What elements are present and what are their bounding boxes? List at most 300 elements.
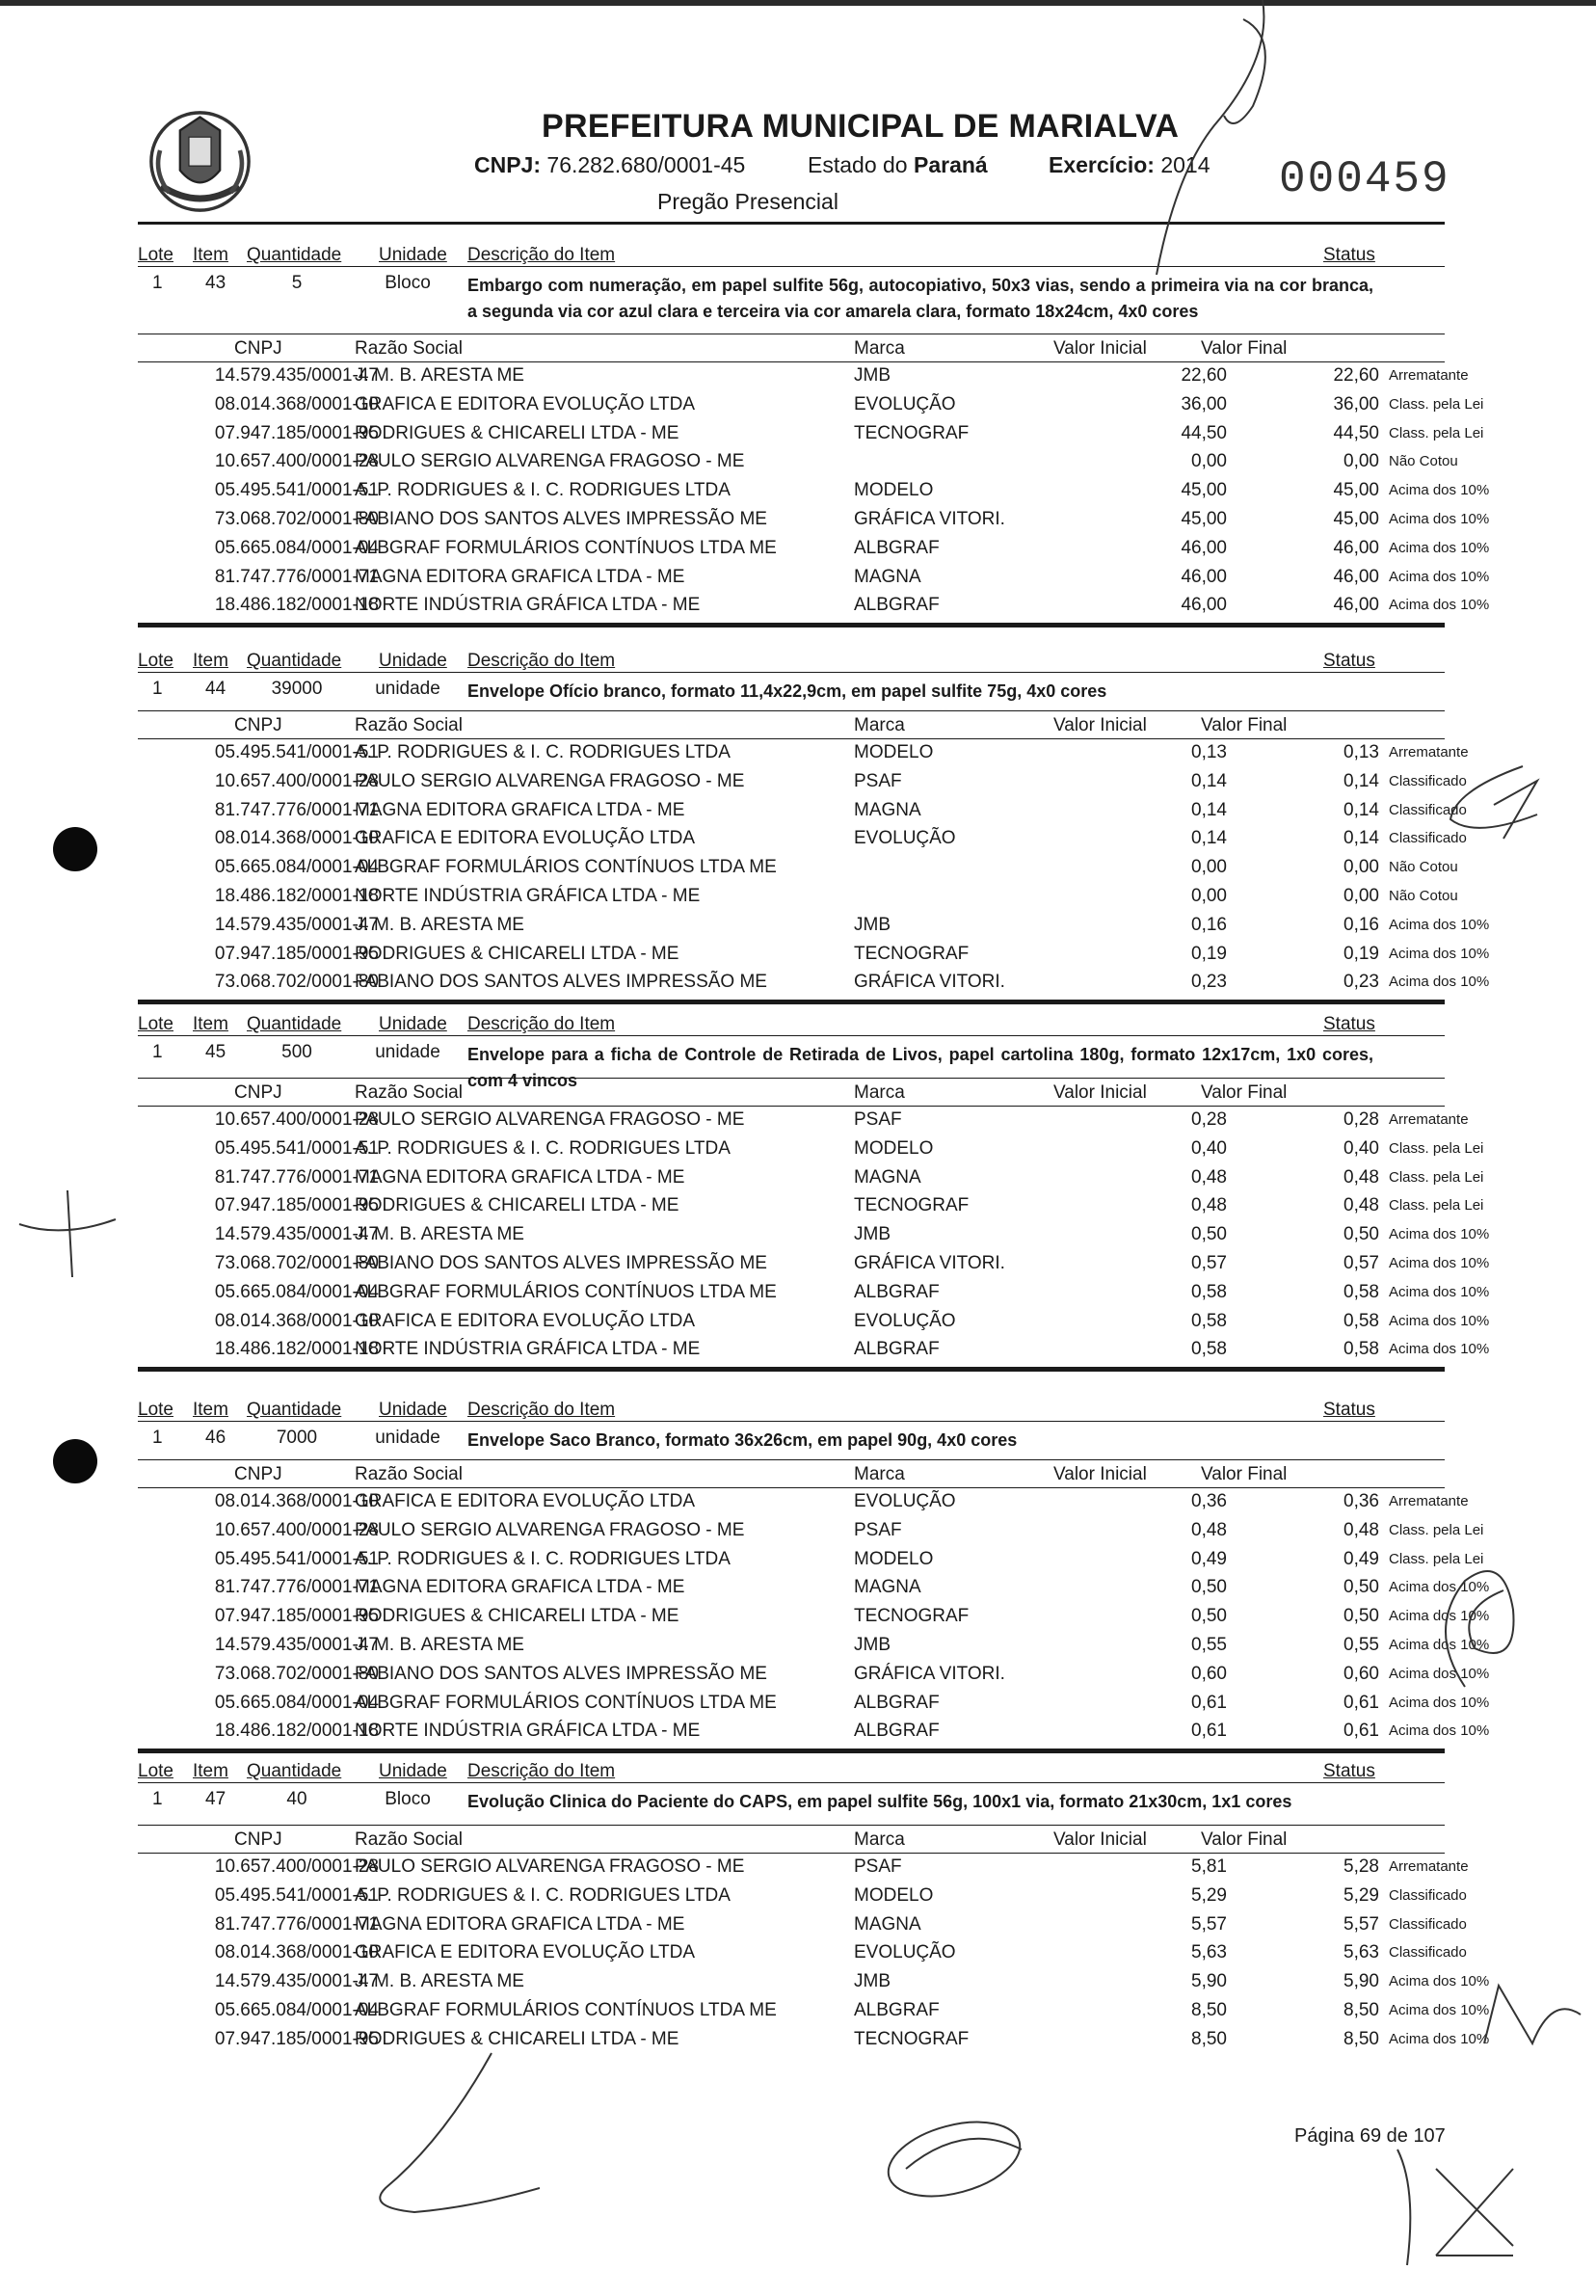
item-unit: unidade — [375, 1428, 440, 1448]
bids-table — [138, 737, 1490, 996]
bid-valor-final: 0,14 — [1343, 770, 1379, 791]
bids-header-label: CNPJ — [234, 1829, 282, 1850]
bid-cnpj: 05.665.084/0001-04 — [214, 537, 379, 558]
table-row — [138, 1248, 1490, 1277]
bid-valor-inicial: 46,00 — [1181, 595, 1227, 616]
bid-status: Arrematante — [1389, 1111, 1469, 1128]
bid-marca: MAGNA — [854, 1577, 921, 1598]
table-row — [138, 1544, 1484, 1573]
bid-razao-social: A. P. RODRIGUES & I. C. RODRIGUES LTDA — [355, 1137, 731, 1159]
bid-valor-final: 0,14 — [1343, 799, 1379, 820]
bids-header-label: Valor Final — [1201, 715, 1288, 735]
bid-cnpj: 08.014.368/0001-10 — [214, 1942, 379, 1963]
bid-status: Acima dos 10% — [1389, 945, 1490, 962]
bid-valor-final: 0,50 — [1343, 1224, 1379, 1245]
bids-header — [138, 710, 1445, 739]
bid-valor-final: 0,00 — [1343, 451, 1379, 472]
bid-razao-social: RODRIGUES & CHICARELI LTDA - ME — [355, 1195, 679, 1216]
exercicio-label: Exercício: — [1049, 152, 1155, 177]
bid-cnpj: 18.486.182/0001-18 — [214, 595, 379, 616]
table-row — [138, 533, 1490, 562]
bid-valor-final: 0,61 — [1343, 1721, 1379, 1742]
item-description: Envelope Ofício branco, formato 11,4x22,9cm, em papel sulfite 75g, 4x0 cores — [467, 681, 1107, 701]
item-quantity: 7000 — [276, 1428, 318, 1448]
bids-table — [138, 1105, 1490, 1363]
bid-valor-inicial: 0,58 — [1191, 1281, 1227, 1302]
bid-valor-final: 0,50 — [1343, 1577, 1379, 1598]
bids-header-label: Marca — [854, 715, 905, 735]
bid-status: Acima dos 10% — [1389, 974, 1490, 991]
item-quantity: 500 — [281, 1042, 312, 1062]
bid-cnpj: 05.495.541/0001-51 — [214, 1137, 379, 1159]
bid-razao-social: RODRIGUES & CHICARELI LTDA - ME — [355, 2028, 679, 2049]
bid-valor-final: 0,48 — [1343, 1195, 1379, 1216]
municipal-crest-icon — [145, 106, 255, 217]
bid-marca: GRÁFICA VITORI. — [854, 972, 1005, 993]
table-row — [138, 939, 1490, 968]
bid-valor-inicial: 22,60 — [1181, 365, 1227, 386]
bids-header-label: CNPJ — [234, 715, 282, 735]
bids-header — [138, 1825, 1445, 1854]
estado-label: Estado do — [808, 152, 908, 177]
signature-top-icon — [1137, 0, 1282, 280]
bid-razao-social: ALBGRAF FORMULÁRIOS CONTÍNUOS LTDA ME — [355, 1281, 777, 1302]
lote-header-label: Descrição do Item — [467, 651, 616, 671]
loop-mark-icon — [1426, 1552, 1532, 1696]
punch-hole-icon — [53, 1439, 97, 1483]
bid-marca: ALBGRAF — [854, 1339, 940, 1360]
bid-razao-social: J. M. B. ARESTA ME — [355, 1634, 524, 1655]
table-row — [138, 967, 1490, 996]
bid-valor-final: 0,58 — [1343, 1339, 1379, 1360]
lote-header-label: Quantidade — [247, 651, 342, 671]
bid-razao-social: NORTE INDÚSTRIA GRÁFICA LTDA - ME — [355, 595, 701, 616]
bid-valor-final: 0,61 — [1343, 1692, 1379, 1713]
table-row — [138, 1486, 1469, 1515]
bid-cnpj: 14.579.435/0001-47 — [214, 365, 379, 386]
bid-status: Arrematante — [1389, 1493, 1469, 1509]
bid-razao-social: A. P. RODRIGUES & I. C. RODRIGUES LTDA — [355, 480, 731, 501]
lote-header-label: Quantidade — [247, 245, 342, 265]
bid-marca: TECNOGRAF — [854, 943, 970, 964]
bid-razao-social: J. M. B. ARESTA ME — [355, 1971, 524, 1992]
bid-valor-inicial: 5,29 — [1191, 1884, 1227, 1906]
bid-valor-inicial: 0,19 — [1191, 943, 1227, 964]
bid-valor-final: 0,00 — [1343, 857, 1379, 878]
bid-cnpj: 10.657.400/0001-28 — [214, 770, 379, 791]
bids-header-label: Marca — [854, 338, 905, 359]
bid-valor-final: 0,58 — [1343, 1281, 1379, 1302]
bid-marca: EVOLUÇÃO — [854, 1491, 956, 1511]
header-cnpj — [474, 152, 745, 178]
bid-valor-final: 5,57 — [1343, 1913, 1379, 1935]
bid-valor-inicial: 0,36 — [1191, 1491, 1227, 1511]
lote-header-label: Lote — [138, 1761, 173, 1781]
bid-valor-inicial: 46,00 — [1181, 566, 1227, 587]
bid-razao-social: GRAFICA E EDITORA EVOLUÇÃO LTDA — [355, 1942, 695, 1963]
bid-razao-social: PAULO SERGIO ALVARENGA FRAGOSO - ME — [355, 1519, 745, 1540]
bid-marca: MAGNA — [854, 1166, 921, 1188]
bid-valor-inicial: 0,23 — [1191, 972, 1227, 993]
bid-cnpj: 10.657.400/0001-28 — [214, 1856, 379, 1877]
bid-valor-inicial: 5,90 — [1191, 1971, 1227, 1992]
bid-status: Arrematante — [1389, 744, 1469, 761]
table-row — [138, 389, 1484, 418]
bid-status: Não Cotou — [1389, 453, 1458, 470]
lote-number: 1 — [152, 1428, 163, 1448]
bid-marca: MAGNA — [854, 799, 921, 820]
bid-cnpj: 05.495.541/0001-51 — [214, 1548, 379, 1569]
bid-valor-final: 0,49 — [1343, 1548, 1379, 1569]
bids-header — [138, 1459, 1445, 1488]
bid-razao-social: FABIANO DOS SANTOS ALVES IMPRESSÃO ME — [355, 972, 767, 993]
bid-marca: JMB — [854, 914, 891, 935]
lote-number: 1 — [152, 679, 163, 699]
bids-header-label: Valor Inicial — [1053, 1082, 1147, 1103]
page-stamp-number: 000459 — [1279, 154, 1450, 204]
table-row — [138, 1515, 1484, 1544]
table-row — [138, 590, 1490, 619]
bids-header-label: Valor Final — [1201, 1082, 1288, 1103]
bids-header-label: Razão Social — [355, 1082, 463, 1103]
bid-valor-final: 0,23 — [1343, 972, 1379, 993]
bids-header-label: Marca — [854, 1829, 905, 1850]
bid-marca: MODELO — [854, 742, 934, 762]
bid-valor-inicial: 0,28 — [1191, 1109, 1227, 1130]
bid-marca: PSAF — [854, 770, 902, 791]
bid-status: Acima dos 10% — [1389, 568, 1490, 585]
bid-valor-final: 45,00 — [1333, 508, 1379, 529]
table-row — [138, 737, 1469, 766]
bid-marca: JMB — [854, 1224, 891, 1245]
lote-header-label: Lote — [138, 245, 173, 265]
lote-header-label: Quantidade — [247, 1014, 342, 1034]
bid-cnpj: 10.657.400/0001-28 — [214, 1109, 379, 1130]
bid-cnpj: 18.486.182/0001-18 — [214, 1339, 379, 1360]
lote-header-label: Item — [193, 1014, 228, 1034]
bid-valor-final: 0,57 — [1343, 1252, 1379, 1273]
bid-marca: ALBGRAF — [854, 1692, 940, 1713]
table-row — [138, 1334, 1490, 1363]
lote-header-label: Status — [1323, 245, 1375, 265]
bid-marca: GRÁFICA VITORI. — [854, 508, 1005, 529]
bid-razao-social: MAGNA EDITORA GRAFICA LTDA - ME — [355, 799, 685, 820]
bid-valor-inicial: 5,63 — [1191, 1942, 1227, 1963]
lote-header — [138, 1012, 1445, 1036]
lote-header-label: Quantidade — [247, 1400, 342, 1420]
table-row — [138, 1966, 1490, 1995]
bid-valor-final: 0,50 — [1343, 1606, 1379, 1627]
bid-valor-inicial: 0,48 — [1191, 1195, 1227, 1216]
item-unit: Bloco — [385, 1789, 431, 1809]
item-description: Envelope para a ficha de Controle de Retirada de Livos, papel cartolina 180g, formato 12x17cm, 1x0 cores, com 4 vincos — [467, 1045, 1373, 1090]
bids-header — [138, 1078, 1445, 1107]
bid-cnpj: 05.495.541/0001-51 — [214, 480, 379, 501]
bid-cnpj: 14.579.435/0001-47 — [214, 1634, 379, 1655]
bid-cnpj: 81.747.776/0001-71 — [214, 1913, 379, 1935]
bid-razao-social: J. M. B. ARESTA ME — [355, 914, 524, 935]
bid-status: Acima dos 10% — [1389, 2001, 1490, 2018]
lote-header-label: Unidade — [379, 1400, 447, 1420]
item-quantity: 40 — [286, 1789, 307, 1809]
bid-valor-final: 0,13 — [1343, 742, 1379, 762]
bid-marca: TECNOGRAF — [854, 1195, 970, 1216]
lote-header — [138, 1759, 1445, 1783]
table-row — [138, 1190, 1484, 1219]
bid-marca: JMB — [854, 365, 891, 386]
table-row — [138, 1219, 1490, 1248]
bid-valor-inicial: 0,50 — [1191, 1577, 1227, 1598]
bid-status: Class. pela Lei — [1389, 1521, 1484, 1538]
bids-header-label: Razão Social — [355, 1829, 463, 1850]
bid-valor-inicial: 5,57 — [1191, 1913, 1227, 1935]
bid-razao-social: MAGNA EDITORA GRAFICA LTDA - ME — [355, 1577, 685, 1598]
bid-status: Acima dos 10% — [1389, 1636, 1490, 1653]
bids-header-label: CNPJ — [234, 1082, 282, 1103]
bid-status: Class. pela Lei — [1389, 1139, 1484, 1157]
bid-valor-final: 5,28 — [1343, 1856, 1379, 1877]
bid-cnpj: 05.665.084/0001-04 — [214, 857, 379, 878]
bid-marca: MODELO — [854, 1884, 934, 1906]
lote-header-label: Descrição do Item — [467, 1761, 616, 1781]
bid-razao-social: FABIANO DOS SANTOS ALVES IMPRESSÃO ME — [355, 1663, 767, 1684]
bid-valor-final: 0,00 — [1343, 885, 1379, 906]
bid-status: Arrematante — [1389, 367, 1469, 384]
table-row — [138, 1306, 1490, 1335]
bid-valor-inicial: 45,00 — [1181, 480, 1227, 501]
lote-header-label: Unidade — [379, 1761, 447, 1781]
bid-marca: MODELO — [854, 1137, 934, 1159]
bid-marca: ALBGRAF — [854, 1999, 940, 2020]
bids-table — [138, 1852, 1490, 2053]
bid-cnpj: 14.579.435/0001-47 — [214, 1224, 379, 1245]
bid-status: Acima dos 10% — [1389, 1579, 1490, 1596]
table-row — [138, 1601, 1490, 1630]
bid-cnpj: 10.657.400/0001-28 — [214, 451, 379, 472]
bid-valor-final: 0,58 — [1343, 1310, 1379, 1331]
item-unit: unidade — [375, 1042, 440, 1062]
bid-status: Classificado — [1389, 1915, 1467, 1933]
bid-valor-final: 5,90 — [1343, 1971, 1379, 1992]
lote-number: 1 — [152, 273, 163, 293]
table-row — [138, 1630, 1490, 1659]
bid-valor-inicial: 0,60 — [1191, 1663, 1227, 1684]
lote-header — [138, 649, 1445, 673]
bid-valor-final: 46,00 — [1333, 595, 1379, 616]
bid-status: Acima dos 10% — [1389, 1973, 1490, 1990]
bid-marca: EVOLUÇÃO — [854, 828, 956, 849]
bid-cnpj: 05.665.084/0001-04 — [214, 1281, 379, 1302]
bid-valor-final: 0,55 — [1343, 1634, 1379, 1655]
bid-status: Acima dos 10% — [1389, 539, 1490, 556]
bid-cnpj: 07.947.185/0001-95 — [214, 1606, 379, 1627]
bid-cnpj: 73.068.702/0001-80 — [214, 508, 379, 529]
bid-cnpj: 05.665.084/0001-04 — [214, 1999, 379, 2020]
bid-marca: PSAF — [854, 1856, 902, 1877]
bid-valor-final: 8,50 — [1343, 1999, 1379, 2020]
item-number: 46 — [205, 1428, 226, 1448]
bid-status: Acima dos 10% — [1389, 1312, 1490, 1329]
bid-valor-inicial: 44,50 — [1181, 422, 1227, 443]
bid-cnpj: 08.014.368/0001-10 — [214, 828, 379, 849]
bid-status: Class. pela Lei — [1389, 424, 1484, 441]
bid-status: Classificado — [1389, 1944, 1467, 1962]
lote-number: 1 — [152, 1042, 163, 1062]
bid-razao-social: MAGNA EDITORA GRAFICA LTDA - ME — [355, 1913, 685, 1935]
bid-valor-inicial: 0,00 — [1191, 857, 1227, 878]
bid-marca: MODELO — [854, 480, 934, 501]
bid-status: Não Cotou — [1389, 887, 1458, 904]
bid-razao-social: PAULO SERGIO ALVARENGA FRAGOSO - ME — [355, 451, 745, 472]
bids-header-label: Valor Inicial — [1053, 338, 1147, 359]
lote-header-label: Descrição do Item — [467, 1014, 616, 1034]
item-number: 44 — [205, 679, 226, 699]
bid-valor-final: 46,00 — [1333, 537, 1379, 558]
table-row — [138, 881, 1458, 910]
initials-mark-icon — [1446, 761, 1542, 848]
item-description: Evolução Clinica do Paciente do CAPS, em papel sulfite 56g, 100x1 via, formato 21x30cm, 1x1 cores — [467, 1792, 1292, 1811]
bid-razao-social: PAULO SERGIO ALVARENGA FRAGOSO - ME — [355, 1856, 745, 1877]
bid-valor-inicial: 0,58 — [1191, 1310, 1227, 1331]
bid-valor-final: 5,29 — [1343, 1884, 1379, 1906]
bid-cnpj: 05.495.541/0001-51 — [214, 742, 379, 762]
item-description: Envelope Saco Branco, formato 36x26cm, em papel 90g, 4x0 cores — [467, 1430, 1018, 1450]
bid-cnpj: 73.068.702/0001-80 — [214, 1663, 379, 1684]
bids-header-label: Valor Inicial — [1053, 715, 1147, 735]
bid-marca: PSAF — [854, 1519, 902, 1540]
bid-marca: JMB — [854, 1634, 891, 1655]
modalidade: Pregão Presencial — [657, 189, 838, 214]
table-row — [138, 1909, 1467, 1938]
bids-table — [138, 1486, 1490, 1745]
table-row — [138, 1105, 1469, 1134]
bid-cnpj: 81.747.776/0001-71 — [214, 1166, 379, 1188]
table-row — [138, 852, 1458, 881]
table-row — [138, 562, 1490, 591]
table-row — [138, 1995, 1490, 2024]
bid-razao-social: MAGNA EDITORA GRAFICA LTDA - ME — [355, 566, 685, 587]
lote-header-label: Status — [1323, 651, 1375, 671]
lote-header-label: Descrição do Item — [467, 245, 616, 265]
lote-header-label: Lote — [138, 651, 173, 671]
bid-valor-final: 0,36 — [1343, 1491, 1379, 1511]
header-estado — [808, 152, 988, 178]
bid-valor-final: 46,00 — [1333, 566, 1379, 587]
lote-divider — [138, 1749, 1445, 1753]
table-row — [138, 475, 1490, 504]
bid-razao-social: PAULO SERGIO ALVARENGA FRAGOSO - ME — [355, 1109, 745, 1130]
bid-valor-inicial: 0,48 — [1191, 1166, 1227, 1188]
bid-marca: MAGNA — [854, 1913, 921, 1935]
item-unit: Bloco — [385, 273, 431, 293]
lote-header-label: Status — [1323, 1761, 1375, 1781]
bid-cnpj: 81.747.776/0001-71 — [214, 1577, 379, 1598]
bids-header-label: Valor Final — [1201, 1829, 1288, 1850]
table-row — [138, 823, 1467, 852]
bid-status: Acima dos 10% — [1389, 482, 1490, 499]
bid-cnpj: 18.486.182/0001-18 — [214, 885, 379, 906]
item-description: Embargo com numeração, em papel sulfite 56g, autocopiativo, 50x3 vias, sendo a primeira via na cor branca, a segunda via cor azul clara e terceira via cor amarela clara, formato 18x24cm, 4x0 cores — [467, 276, 1373, 321]
bid-valor-inicial: 0,49 — [1191, 1548, 1227, 1569]
bid-valor-final: 36,00 — [1333, 393, 1379, 414]
bid-status: Acima dos 10% — [1389, 2030, 1490, 2047]
bid-razao-social: RODRIGUES & CHICARELI LTDA - ME — [355, 422, 679, 443]
bids-header-label: Valor Final — [1201, 1464, 1288, 1484]
item-number: 45 — [205, 1042, 226, 1062]
bid-cnpj: 07.947.185/0001-95 — [214, 422, 379, 443]
bid-cnpj: 73.068.702/0001-80 — [214, 972, 379, 993]
bid-razao-social: ALBGRAF FORMULÁRIOS CONTÍNUOS LTDA ME — [355, 1999, 777, 2020]
bid-razao-social: NORTE INDÚSTRIA GRÁFICA LTDA - ME — [355, 885, 701, 906]
bid-valor-inicial: 0,61 — [1191, 1692, 1227, 1713]
bid-marca: PSAF — [854, 1109, 902, 1130]
bid-cnpj: 18.486.182/0001-18 — [214, 1721, 379, 1742]
bid-valor-inicial: 0,61 — [1191, 1721, 1227, 1742]
table-row — [138, 795, 1467, 824]
lote-header-label: Item — [193, 1761, 228, 1781]
table-row — [138, 1277, 1490, 1306]
bid-status: Class. pela Lei — [1389, 1550, 1484, 1567]
bid-status: Class. pela Lei — [1389, 1168, 1484, 1186]
bid-valor-inicial: 0,58 — [1191, 1339, 1227, 1360]
table-row — [138, 910, 1490, 939]
bid-status: Acima dos 10% — [1389, 597, 1490, 614]
bid-razao-social: ALBGRAF FORMULÁRIOS CONTÍNUOS LTDA ME — [355, 1692, 777, 1713]
signature-bottom-right-icon — [1378, 2130, 1532, 2275]
lote-header-label: Unidade — [379, 1014, 447, 1034]
lote-divider — [138, 1367, 1445, 1372]
bid-valor-inicial: 0,48 — [1191, 1519, 1227, 1540]
bid-cnpj: 73.068.702/0001-80 — [214, 1252, 379, 1273]
lote-header-label: Unidade — [379, 651, 447, 671]
lote-header-label: Status — [1323, 1014, 1375, 1034]
bid-cnpj: 05.495.541/0001-51 — [214, 1884, 379, 1906]
table-row — [138, 1162, 1484, 1191]
lote-header-label: Item — [193, 651, 228, 671]
bid-valor-inicial: 5,81 — [1191, 1856, 1227, 1877]
bid-cnpj: 07.947.185/0001-95 — [214, 943, 379, 964]
bid-status: Acima dos 10% — [1389, 1254, 1490, 1271]
bid-marca: MAGNA — [854, 566, 921, 587]
bid-razao-social: A. P. RODRIGUES & I. C. RODRIGUES LTDA — [355, 1548, 731, 1569]
lote-block — [138, 649, 1490, 993]
signature-bottom-left-icon — [347, 2043, 540, 2217]
n-mark-icon — [1475, 1976, 1590, 2053]
bid-razao-social: J. M. B. ARESTA ME — [355, 365, 524, 386]
bid-valor-inicial: 8,50 — [1191, 1999, 1227, 2020]
bid-razao-social: GRAFICA E EDITORA EVOLUÇÃO LTDA — [355, 393, 695, 414]
table-row — [138, 1716, 1490, 1745]
bid-status: Acima dos 10% — [1389, 1694, 1490, 1711]
bid-valor-inicial: 45,00 — [1181, 508, 1227, 529]
bid-valor-final: 0,28 — [1343, 1109, 1379, 1130]
lote-block — [138, 1398, 1490, 1742]
exercicio-value: 2014 — [1160, 152, 1210, 177]
table-row — [138, 1659, 1490, 1688]
bid-status: Classificado — [1389, 801, 1467, 818]
bid-marca: ALBGRAF — [854, 1721, 940, 1742]
bid-valor-inicial: 0,14 — [1191, 799, 1227, 820]
bid-valor-inicial: 0,50 — [1191, 1606, 1227, 1627]
bid-cnpj: 81.747.776/0001-71 — [214, 566, 379, 587]
lote-header — [138, 1398, 1445, 1422]
bids-header-label: CNPJ — [234, 338, 282, 359]
bid-valor-final: 0,40 — [1343, 1137, 1379, 1159]
document-header — [0, 0, 1596, 231]
item-unit: unidade — [375, 679, 440, 699]
bid-valor-final: 8,50 — [1343, 2028, 1379, 2049]
bid-cnpj: 81.747.776/0001-71 — [214, 799, 379, 820]
